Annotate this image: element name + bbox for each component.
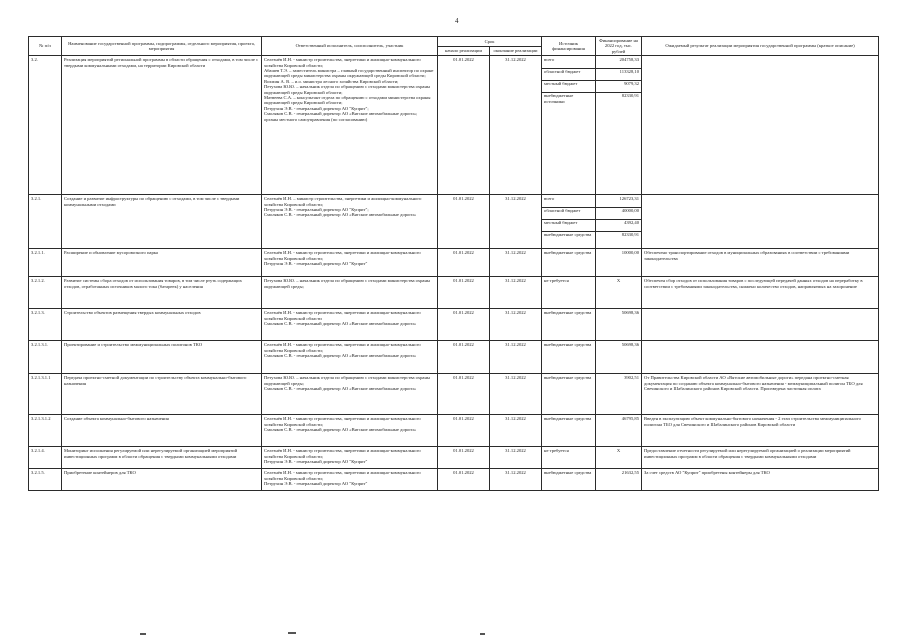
executor-line: Вохмин А. В. – и.о. министра лесного хозяйства Кировской области; <box>264 78 399 84</box>
row-executor <box>262 249 438 277</box>
executor-line: Смоляков С.В. - генеральный директор АО «Вятские автомобильные дороги» <box>264 353 416 359</box>
funding-value: 46795,85 <box>621 416 640 422</box>
funding-value: 50698,36 <box>621 342 640 348</box>
row-executor <box>262 309 438 341</box>
row-num: 3.2.1.5. <box>29 469 62 491</box>
row-source <box>542 447 596 469</box>
table-row <box>29 195 879 249</box>
row-name: Расширение и обновление мусоровозного парка <box>62 249 262 277</box>
scan-mark <box>288 632 296 634</box>
row-result <box>642 341 879 374</box>
source-name: местный бюджет <box>542 220 595 232</box>
table-row <box>29 309 879 341</box>
executor-line: Селезнёв И.Н. - министр строительства, энергетики и жилищно-коммунального хозяйства Кировской области; <box>264 57 421 68</box>
funding-value: 113328,10 <box>596 69 641 81</box>
executor-line: Петрухин Э.В. - генеральный директор АО "Куприт"; <box>264 207 369 213</box>
row-funding <box>596 249 642 277</box>
row-result <box>642 56 879 195</box>
executor-line: Петрухин Э.В. - генеральный директор АО "Куприт" <box>264 481 368 487</box>
scan-mark <box>480 633 485 635</box>
funding-value: 82330,91 <box>621 93 640 99</box>
executor-line: Селезнёв И.Н. - министр строительства, энергетики и жилищно-коммунального хозяйства Кировской области <box>264 310 421 321</box>
row-result: Предоставление отчетности регулируемой или нерегулируемой организацией о реализации мероприятий инвестиционных программ в области обращения с твердыми коммунальными отходами <box>642 447 879 469</box>
executor-line: Петухова Ю.Ю. – начальник отдела по обращению с отходами министерства охраны окружающей среды; <box>264 278 430 289</box>
executor-line: органы местного самоуправления (по согласованию) <box>264 116 368 122</box>
row-funding <box>596 469 642 491</box>
row-num: 3.2.1.3. <box>29 309 62 341</box>
scan-mark <box>140 633 146 635</box>
executor-line: Петрухин Э.В. - генеральный директор АО "Куприт" <box>264 261 368 267</box>
source-name: не требуется <box>544 278 569 284</box>
source-name: внебюджетные средства <box>544 342 592 348</box>
row-result: Обеспечен сбор отходов от использования товаров с последующей передачей данных отходов на переработку в соответствии с требованиями законодательства, снижено количество отходов, направляемых на захоронение <box>642 277 879 309</box>
executor-line: Смоляков С.В. - генеральный директор АО «Вятские автомобильные дороги» <box>264 427 416 433</box>
table-header-row <box>29 37 879 47</box>
source-name: внебюджетные средства <box>544 470 592 476</box>
executor-line: Селезнёв И.Н. - министр строительства, энергетики и жилищно-коммунального хозяйства Кировской области; <box>264 342 421 353</box>
row-end: 31.12.2022 <box>490 469 542 491</box>
header-end: окончание реализации <box>490 46 542 56</box>
table-row <box>29 374 879 415</box>
header-source: Источник финансирования <box>542 37 596 56</box>
table-body <box>29 56 879 491</box>
row-end: 31.12.2022 <box>490 309 542 341</box>
row-num: 3.2.1.1. <box>29 249 62 277</box>
row-name: Реализация мероприятий региональной программы в области обращения с отходами, в том числе с твердыми коммунальными отходами, на территории Кировской области <box>62 56 262 195</box>
source-name: внебюджетные средства <box>544 232 592 238</box>
row-source <box>542 415 596 447</box>
row-start: 01.01.2022 <box>438 309 490 341</box>
executor-line: Смоляков С.В. - генеральный директор АО «Вятские автомобильные дороги»; <box>264 111 418 117</box>
header-num: № п/п <box>29 37 62 56</box>
row-source <box>542 56 596 195</box>
source-name: внебюджетные источники <box>544 93 574 104</box>
row-result: Обеспечено транспортирование отходов в муниципальных образованиях в соответствии с требованиями законодательства <box>642 249 879 277</box>
row-name: Мониторинг исполнения регулируемой или нерегулируемой организацией мероприятий инвестиционных программ в области обращения с твердыми коммунальными отходами <box>62 447 262 469</box>
funding-value: 126723,31 <box>596 196 641 208</box>
table-row <box>29 277 879 309</box>
row-num: 3.2.1.3.1.2 <box>29 415 62 447</box>
row-funding <box>596 56 642 195</box>
row-start: 01.01.2022 <box>438 447 490 469</box>
executor-line: Смоляков С.В. - генеральный директор АО «Вятские автомобильные дороги» <box>264 386 416 392</box>
row-num: 3.2.1. <box>29 195 62 249</box>
row-end: 31.12.2022 <box>490 341 542 374</box>
row-num: 3.2.1.2. <box>29 277 62 309</box>
row-num: 3.2.1.3.1. <box>29 341 62 374</box>
executor-line: Смоляков С.В. - генеральный директор АО «Вятские автомобильные дороги» <box>264 212 416 218</box>
funding-value: 9079,32 <box>596 81 641 93</box>
row-end: 31.12.2022 <box>490 56 542 195</box>
funding-value: 4392,40 <box>596 220 641 232</box>
row-start: 01.01.2022 <box>438 374 490 415</box>
row-executor <box>262 447 438 469</box>
row-executor <box>262 341 438 374</box>
row-name: Проектирование и строительство межмуниципальных полигонов ТКО <box>62 341 262 374</box>
row-start: 01.01.2022 <box>438 341 490 374</box>
table-row <box>29 249 879 277</box>
executor-line: Селезнёв И.Н. – министр строительства, энергетики и жилищно-коммунального хозяйства Кировской области; <box>264 196 422 207</box>
row-funding <box>596 341 642 374</box>
row-result: От Правительства Кировской области АО «Вятские автомобильные дороги» передана проектно-сметная документация по созданию объекта коммунально-бытового назначения - межмуниципальный полигон ТБО для Свечинского и Шабалинского районов Кировской области. Произведена частичная оплата <box>642 374 879 415</box>
funding-value: 21632,55 <box>621 470 640 476</box>
row-num: 3.2.1.4. <box>29 447 62 469</box>
source-name: всего <box>542 196 595 208</box>
scan-marks <box>0 625 905 640</box>
row-result: За счет средств АО "Куприт" приобретены контейнеры для ТКО <box>642 469 879 491</box>
header-name: Наименование государственной программы, подпрограммы, отдельного мероприятия, проекта, мероприятия <box>62 37 262 56</box>
row-end: 31.12.2022 <box>490 415 542 447</box>
header-funding: Финансирование на 2022 год, тыс. рублей <box>596 37 642 56</box>
executor-line: Петухова Ю.Ю. – начальник отдела по обращению с отходами министерства охраны окружающей среды Кировской области; <box>264 84 430 95</box>
row-result <box>642 309 879 341</box>
row-funding <box>596 195 642 249</box>
row-funding <box>596 277 642 309</box>
source-name: областной бюджет <box>542 69 595 81</box>
source-name: местный бюджет <box>542 81 595 93</box>
funding-value: 50698,36 <box>621 310 640 316</box>
row-start: 01.01.2022 <box>438 249 490 277</box>
row-funding <box>596 374 642 415</box>
row-num: 3.2.1.3.1.1 <box>29 374 62 415</box>
funding-value: 3902,51 <box>624 375 640 381</box>
row-start: 01.01.2022 <box>438 56 490 195</box>
row-name: Передача проектно-сметной документации по строительству объекта коммунально-бытового назначения <box>62 374 262 415</box>
source-name: областной бюджет <box>542 208 595 220</box>
row-executor <box>262 374 438 415</box>
funding-value: 40000,00 <box>596 208 641 220</box>
row-name: Строительство объектов размещения твердых коммунальных отходов <box>62 309 262 341</box>
row-name: Развитие системы сбора отходов от использования товаров, в том числе ртуть содержащих отходов, отработанных источников малого тока (батареек) у населения <box>62 277 262 309</box>
table-row <box>29 415 879 447</box>
executor-line: Матвеева С.А. – консультант отдела по обращению с отходами министерства охраны окружающей среды Кировской области; <box>264 95 431 106</box>
table-row <box>29 56 879 195</box>
funding-value: 82330,91 <box>621 232 640 238</box>
row-result: Введен в эксплуатацию объект коммунально-бытового назначения - 2 этап строительства межмуниципального полигона ТБО для Свечинского и Шабалинского районов Кировской области <box>642 415 879 447</box>
executor-line: Смоляков С.В. - генеральный директор АО «Вятские автомобильные дороги» <box>264 321 416 327</box>
funding-value: Х <box>616 278 621 284</box>
row-end: 31.12.2022 <box>490 249 542 277</box>
funding-value: 10000,00 <box>621 250 640 256</box>
source-name: не требуется <box>544 448 569 454</box>
funding-value: 204758,33 <box>596 57 641 69</box>
row-executor <box>262 469 438 491</box>
row-executor <box>262 415 438 447</box>
row-executor <box>262 195 438 249</box>
row-executor <box>262 56 438 195</box>
row-start: 01.01.2022 <box>438 277 490 309</box>
header-executor: Ответственный исполнитель, соисполнитель, участник <box>262 37 438 56</box>
executor-line: Петрухин Э.В. - генеральный директор АО "Куприт"; <box>264 105 369 111</box>
row-start: 01.01.2022 <box>438 415 490 447</box>
executor-line: Селезнёв И.Н. - министр строительства, энергетики и жилищно-коммунального хозяйства Кировской области; <box>264 416 421 427</box>
row-name: Приобретение контейнеров для ТКО <box>62 469 262 491</box>
page-number: 4 <box>455 17 459 25</box>
table-row <box>29 447 879 469</box>
table-row <box>29 341 879 374</box>
row-funding <box>596 447 642 469</box>
executor-line: Селезнёв И.Н. - министр строительства, энергетики и жилищно-коммунального хозяйства Кировской области; <box>264 250 421 261</box>
source-name: внебюджетные средства <box>544 375 592 381</box>
row-funding <box>596 415 642 447</box>
row-end: 31.12.2022 <box>490 447 542 469</box>
executor-line: Селезнёв И.Н. - министр строительства, энергетики и жилищно-коммунального хозяйства Кировской области; <box>264 448 421 459</box>
header-start: начало реализации <box>438 46 490 56</box>
source-name: внебюджетные средства <box>544 250 592 256</box>
row-num: 3.2. <box>29 56 62 195</box>
row-name: Создание объекта коммунально-бытового назначения <box>62 415 262 447</box>
table-row <box>29 469 879 491</box>
row-source <box>542 195 596 249</box>
row-source <box>542 249 596 277</box>
executor-line: Петрухин Э.В. - генеральный директор АО "Куприт" <box>264 459 368 465</box>
executor-line: Петухова Ю.Ю. – начальник отдела по обращению с отходами министерства охраны окружающей среды; <box>264 375 430 386</box>
row-executor <box>262 277 438 309</box>
program-table <box>28 36 879 491</box>
row-source <box>542 469 596 491</box>
row-source <box>542 341 596 374</box>
row-result <box>642 195 879 249</box>
funding-value: Х <box>616 448 621 454</box>
row-start: 01.01.2022 <box>438 195 490 249</box>
row-source <box>542 374 596 415</box>
source-name: всего <box>542 57 595 69</box>
executor-line: Абашев Т.Э. – заместитель министра – главный государственный инспектор по охране окружающей среды министерства охраны окружающей среды Кировской области; <box>264 68 434 79</box>
header-result: Ожидаемый результат реализации мероприятия государственной программы (краткое описание) <box>642 37 879 56</box>
source-name: внебюджетные средства <box>544 310 592 316</box>
source-name: внебюджетные средства <box>544 416 592 422</box>
row-name: Создание и развитие инфраструктуры по обращению с отходами, в том числе с твердыми коммунальными отходами <box>62 195 262 249</box>
row-end: 31.12.2022 <box>490 195 542 249</box>
executor-line: Селезнёв И.Н. - министр строительства, энергетики и жилищно-коммунального хозяйства Кировской области; <box>264 470 421 481</box>
row-start: 01.01.2022 <box>438 469 490 491</box>
row-funding <box>596 309 642 341</box>
row-source <box>542 309 596 341</box>
header-period: Срок <box>438 37 542 47</box>
row-source <box>542 277 596 309</box>
row-end: 31.12.2022 <box>490 277 542 309</box>
row-end: 31.12.2022 <box>490 374 542 415</box>
